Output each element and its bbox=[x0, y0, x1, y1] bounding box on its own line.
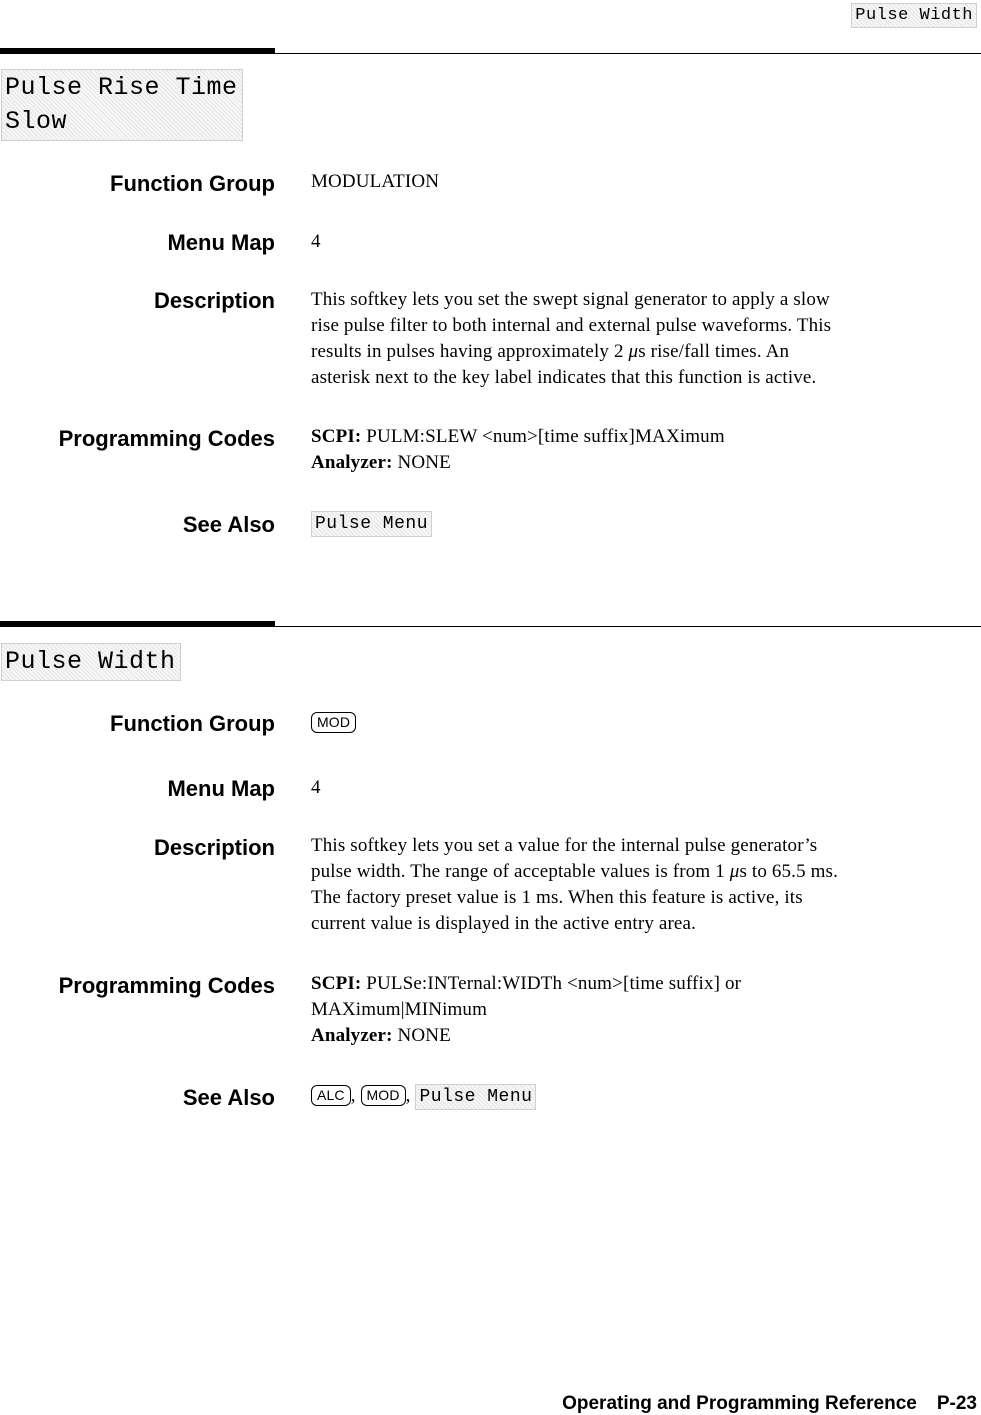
description-label: Description bbox=[153, 288, 275, 313]
section-rule bbox=[0, 621, 981, 630]
scpi-label: SCPI: bbox=[311, 973, 362, 994]
page-number: P-23 bbox=[936, 1393, 977, 1414]
description-line: rise pulse filter to both internal and external pulse waveforms. This bbox=[311, 315, 832, 336]
see-also-mod-key[interactable]: MOD bbox=[361, 1085, 406, 1106]
programming-codes bbox=[311, 424, 971, 476]
analyzer-line bbox=[311, 1023, 971, 1049]
running-header-softkey: Pulse Width bbox=[851, 3, 977, 28]
analyzer-value: NONE bbox=[397, 1025, 451, 1046]
description-label: Description bbox=[153, 835, 275, 860]
description-line: asterisk next to the key label indicates that this function is active. bbox=[311, 367, 817, 388]
description-line: The factory preset value is 1 ms. When this feature is active, its bbox=[311, 887, 803, 908]
entry-title-line: Pulse Rise Time bbox=[5, 73, 238, 102]
see-also-pulse-menu-link[interactable]: Pulse Menu bbox=[311, 511, 432, 537]
menu-map-value: 4 bbox=[311, 777, 321, 798]
section-rule bbox=[0, 48, 981, 57]
page-footer bbox=[562, 1393, 977, 1415]
programming-codes bbox=[311, 971, 971, 1049]
rule-thick bbox=[0, 48, 275, 54]
scpi-line bbox=[311, 971, 971, 997]
mod-key: MOD bbox=[311, 712, 356, 733]
description-text bbox=[311, 833, 971, 937]
see-also-list bbox=[311, 510, 971, 537]
see-also-alc-key[interactable]: ALC bbox=[311, 1085, 351, 1106]
description-line: pulse width. The range of acceptable values is from 1 μs to 65.5 ms. bbox=[311, 861, 838, 882]
mu-symbol: μ bbox=[628, 341, 639, 362]
menu-map-label: Menu Map bbox=[167, 230, 275, 255]
scpi-line bbox=[311, 424, 971, 450]
description-text bbox=[311, 287, 971, 391]
entry-title-pulse-width bbox=[1, 643, 181, 681]
analyzer-value: NONE bbox=[397, 452, 451, 473]
menu-map-value: 4 bbox=[311, 231, 321, 252]
analyzer-label: Analyzer: bbox=[311, 452, 393, 473]
function-group-value: MODULATION bbox=[311, 171, 440, 192]
description-line: results in pulses having approximately 2 μs rise/fall times. An bbox=[311, 341, 790, 362]
scpi-line-continued: MAXimum|MINimum bbox=[311, 999, 488, 1020]
scpi-label: SCPI: bbox=[311, 426, 362, 447]
entry-title-line: Slow bbox=[5, 107, 68, 136]
description-line: This softkey lets you set the swept signal generator to apply a slow bbox=[311, 289, 830, 310]
menu-map-label: Menu Map bbox=[167, 776, 275, 801]
see-also-label: See Also bbox=[182, 1085, 275, 1110]
function-group-value bbox=[311, 710, 971, 736]
function-group-label: Function Group bbox=[110, 171, 275, 196]
rule-thick bbox=[0, 621, 275, 627]
analyzer-line bbox=[311, 450, 971, 476]
rule-thin bbox=[275, 53, 981, 54]
analyzer-label: Analyzer: bbox=[311, 1025, 393, 1046]
function-group-label: Function Group bbox=[110, 711, 275, 736]
scpi-value: PULSe:INTernal:WIDTh <num>[time suffix] or bbox=[366, 973, 742, 994]
see-also-pulse-menu-link[interactable]: Pulse Menu bbox=[415, 1084, 536, 1110]
see-also-list: ALC , MOD , Pulse Menu bbox=[311, 1083, 971, 1110]
entry-title-pulse-rise-time-slow bbox=[1, 69, 243, 141]
description-line: current value is displayed in the active entry area. bbox=[311, 913, 696, 934]
see-also-label: See Also bbox=[182, 512, 275, 537]
programming-codes-label: Programming Codes bbox=[58, 426, 275, 451]
scpi-value: PULM:SLEW <num>[time suffix]MAXimum bbox=[366, 426, 725, 447]
entry-title-line: Pulse Width bbox=[5, 647, 176, 676]
rule-thin bbox=[275, 626, 981, 627]
description-line: This softkey lets you set a value for the internal pulse generator’s bbox=[311, 835, 818, 856]
footer-section-title: Operating and Programming Reference bbox=[562, 1393, 917, 1414]
programming-codes-label: Programming Codes bbox=[58, 973, 275, 998]
mu-symbol: μ bbox=[729, 861, 740, 882]
